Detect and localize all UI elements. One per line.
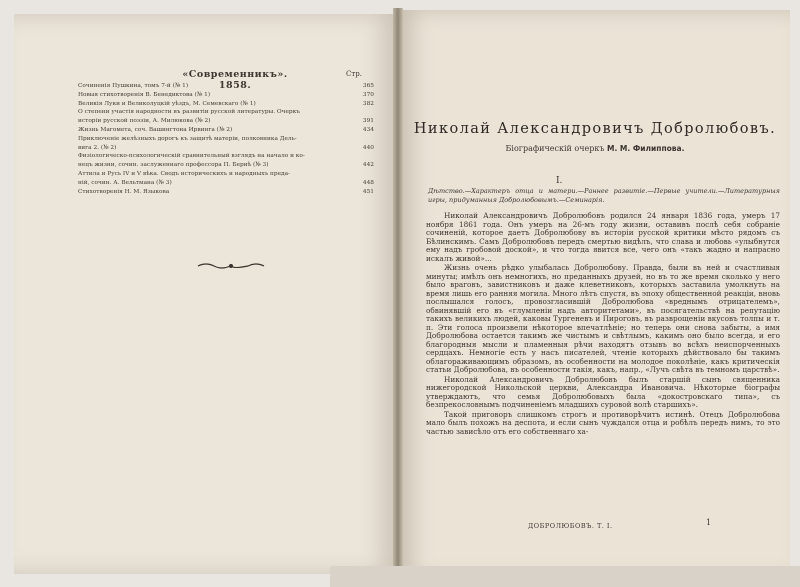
toc-entry-title: Стихотворенія Н. М. Языкова	[78, 188, 170, 195]
toc-entry	[78, 82, 374, 91]
toc-entry	[78, 144, 374, 153]
toc-entry-page: 451	[362, 188, 374, 195]
chapter-number: I.	[556, 176, 563, 186]
toc-entry-page	[358, 170, 374, 179]
toc-entry-page	[358, 108, 374, 117]
subtitle-author: М. М. Филиппова.	[607, 144, 685, 153]
toc-entry	[78, 179, 374, 188]
toc-entry-title: Великія Луки и Великолуцкій уѣздъ, М. Семевскаго (№ 1)	[78, 100, 256, 107]
toc-entry-page: 365	[362, 83, 374, 89]
toc-entry	[78, 135, 374, 144]
toc-entry-page: 391	[362, 118, 374, 125]
signature-mark: 1	[706, 518, 712, 527]
toc-entry-title: Сочиненія Пушкина, томъ 7-й (№ 1)	[78, 83, 189, 89]
toc-entry	[78, 170, 374, 179]
toc-entry-title: вига 2. (№ 2)	[78, 144, 117, 151]
toc-entry-title: исторіи русской поэзіи, А. Милюкова (№ 2)	[78, 118, 211, 125]
ornament-divider	[196, 262, 266, 270]
article-subtitle	[410, 144, 780, 153]
toc-entry	[78, 108, 374, 117]
toc-entry-page: 448	[362, 179, 374, 186]
left-page-header: «Современникъ». 1858.	[182, 69, 288, 91]
page-edge	[330, 566, 800, 587]
toc-entry-page	[358, 152, 374, 161]
toc-entry-title: нецъ жизни, сочин. заслуженнаго профессора П. Бериѣ (№ 3)	[78, 162, 269, 169]
body-paragraph: Николай Александровичъ Добролюбовъ былъ старшій сынъ священника нижегородской Никольской церкви, Александра Ивановича. Нѣкоторые біографы утверждаютъ, что семья Добролюбовыхъ была «докостровскаго типа», съ безпрекословнымъ подчиненіемъ младшихъ суровой волѣ старшихъ».	[426, 374, 780, 409]
toc-entry	[78, 91, 374, 100]
toc-entry	[78, 117, 374, 126]
body-paragraph: Жизнь очень рѣдко улыбалась Добролюбову. Правда, были въ ней и счастливыя минуты; имѣлъ онъ немногихъ, но преданныхъ друзей, но въ то же время сколько у него было враговъ, завистниковъ и даже клеветниковъ, которыхъ заставила умолкнуть на время лишь его ранняя могила. Много лѣтъ спустя, въ эпоху общественной реакціи, вновь послышался голосъ, провозгласившій Добролюбова «вреднымъ отрицателемъ», обвинявшій его въ «глумленіи надъ авторитетами», въ посягательствѣ на репутацію такихъ великихъ людей, каковы Тургеневъ и Пироговъ, въ разврощеніи вкусовъ толпы и т. п. Эти голоса произвели нѣкоторое впечатлѣніе; но теперь они снова забыты, а имя Добролюбова остается такимъ же чистымъ и свѣтлымъ, какимъ оно было всегда, и его благородныя мысли и пламенныя рѣчи находятъ отзывъ во всѣхъ неиспорченныхъ сердцахъ. Немногіе есть у насъ писателей, чтеніе которыхъ дѣйствовало бы такимъ облагораживающимъ образомъ, въ особенности на молодое поколѣніе, какъ критическія статьи Добролюбова, въ особенности такія, какъ, напр., «Лучъ свѣта въ темномъ царствѣ».	[426, 263, 780, 374]
article-body	[426, 212, 780, 437]
toc-entry	[78, 152, 374, 161]
toc-entry	[78, 100, 374, 109]
page-footer: ДОБРОЛЮБОВЪ. Т. I.	[528, 522, 613, 530]
toc-entry-title: Аттила и Русь IV и V вѣка. Сводъ историческихъ и народныхъ преда-	[78, 170, 291, 177]
subtitle-prefix: Біографическій очеркъ	[505, 144, 605, 153]
toc-entry-title: О степени участія народности въ развитіи русской литературы. Очеркъ	[78, 109, 300, 116]
body-paragraph: Такой приговоръ слишкомъ строгъ и противорѣчитъ истинѣ. Отецъ Добролюбова мало былъ похожъ на деспота, и если сынъ чуждался отца и робѣлъ передъ нимъ, то это частью зависѣло отъ его собственнаго ха-	[426, 409, 780, 436]
toc-entry-title: Физіологическо-психологическій сравнительный взглядъ на начало и ко-	[78, 153, 305, 160]
toc-entry-title: Жизнь Магомета, соч. Вашингтона Ирвинга (№ 2)	[78, 126, 233, 133]
toc-entry-page: 382	[362, 100, 374, 107]
table-of-contents	[78, 82, 374, 196]
body-paragraph: Николай Александровичъ Добролюбовъ родился 24 января 1836 года, умеръ 17 ноября 1861 года. Онъ умеръ на 26-мъ году жизни, оставивъ послѣ себя собраніе сочиненій, которое даетъ Добролюбову въ исторіи русской критики мѣсто рядомъ съ Бѣлинскимъ. Самъ Добролюбовъ передъ смертью видѣлъ, что слава и любовь «улыбнутся ему надъ гробовой доской», и что тогда явится все, чего онъ «такъ жадно и напрасно искалъ живой»...	[426, 211, 780, 263]
page-column-header: Стр.	[346, 70, 362, 78]
toc-entry	[78, 188, 374, 197]
chapter-synopsis: Дѣтство.—Характеръ отца и матери.—Раннее развитіе.—Первые учители.—Литературныя игры, придуманныя Добролюбовымъ.—Семинарія.	[428, 187, 780, 204]
book-gutter	[393, 8, 403, 583]
toc-entry-title: Новыя стихотворенія В. Бенедиктова (№ 1)	[78, 91, 211, 98]
toc-entry-page: 434	[362, 126, 374, 133]
article-title: Николай Александровичъ Добролюбовъ.	[413, 121, 777, 137]
toc-entry-page: 440	[362, 144, 374, 151]
toc-entry-page	[358, 135, 374, 144]
toc-entry	[78, 161, 374, 170]
toc-entry-title: ній, сочин. А. Вельтмана (№ 3)	[78, 179, 172, 186]
toc-entry-page: 370	[362, 91, 374, 98]
toc-entry-page: 442	[362, 162, 374, 169]
toc-entry-title: Приключеніе желѣзныхъ дорогъ къ защитѣ матеріи, полковника Дель-	[78, 135, 297, 142]
toc-entry	[78, 126, 374, 135]
